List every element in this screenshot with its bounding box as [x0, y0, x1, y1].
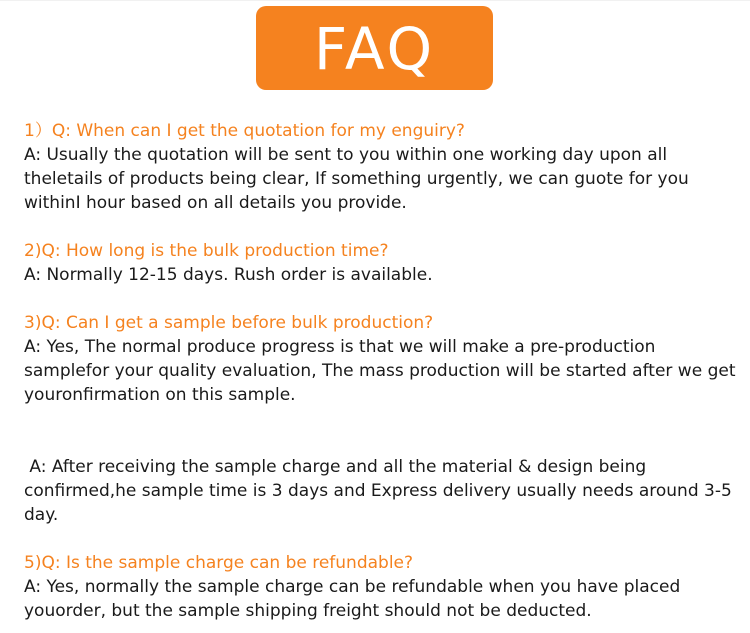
faq-list [24, 119, 744, 623]
faq-item-2 [24, 239, 744, 287]
faq-item-4 [24, 455, 744, 527]
faq-item-5 [24, 551, 744, 623]
faq-question-1: 1）Q: When can I get the quotation for my enguiry? [24, 121, 465, 141]
faq-answer-3: A: Yes, The normal produce progress is that we will make a pre-production samplefor your quality evaluation, The mass production will be started after we get youronfirmation on this sample. [24, 337, 736, 405]
faq-question-2: 2)Q: How long is the bulk production time? [24, 241, 389, 261]
faq-answer-4: A: After receiving the sample charge and all the material & design being confirmed,he sample time is 3 days and Express delivery usually needs around 3-5 day. [24, 457, 738, 525]
faq-answer-5: A: Yes, normally the sample charge can be refundable when you have placed youorder, but the sample shipping freight should not be deducted. [24, 577, 681, 621]
faq-question-5: 5)Q: Is the sample charge can be refundable? [24, 553, 414, 573]
faq-question-3: 3)Q: Can I get a sample before bulk production? [24, 313, 434, 333]
faq-title: FAQ [313, 15, 436, 83]
faq-banner [256, 6, 493, 90]
faq-answer-2: A: Normally 12-15 days. Rush order is available. [24, 265, 433, 285]
faq-item-3 [24, 311, 744, 407]
faq-answer-1: A: Usually the quotation will be sent to you within one working day upon all theletails of products being clear, If something urgently, we can guote for you withinI hour based on all details you provide. [24, 145, 689, 213]
top-divider [0, 0, 750, 1]
faq-item-1 [24, 119, 744, 215]
